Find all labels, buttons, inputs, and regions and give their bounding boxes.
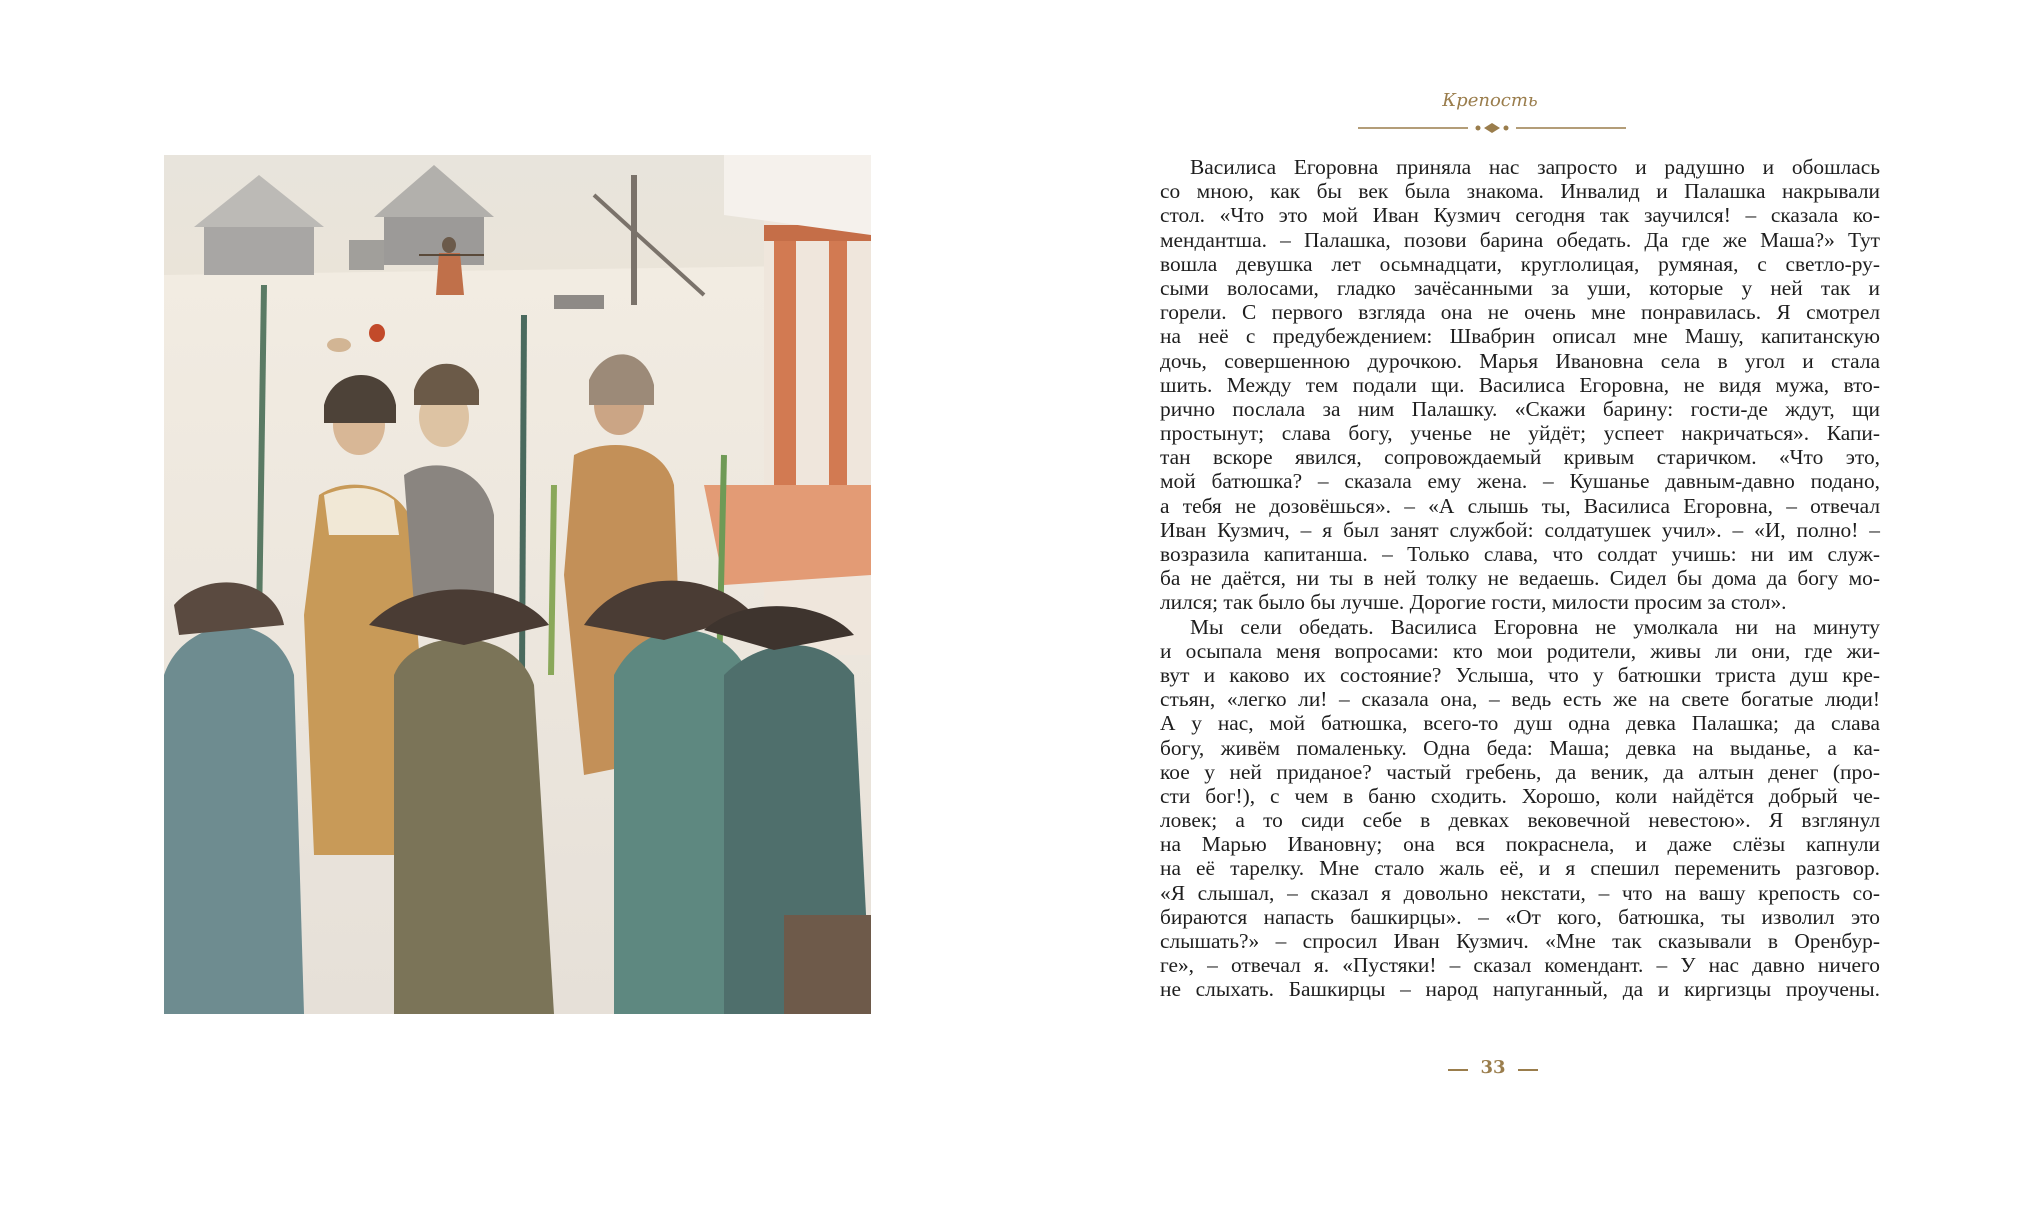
text-line: вошла девушка лет осьмнадцати, круглолицая, румяная, с светло-ру- bbox=[1160, 251, 1880, 276]
text-line: богу, живём помаленьку. Одна беда: Маша; девка на выданье, а ка- bbox=[1160, 735, 1880, 760]
text-line: ба не даётся, ни ты в ней толку не ведаешь. Сидел бы дома да богу мо- bbox=[1160, 566, 1880, 591]
text-line: на неё с предубеждением: Швабрин описал мне Машу, капитанскую bbox=[1160, 324, 1880, 349]
text-line: рично послала за ним Палашку. «Скажи барину: гости-де ждут, щи bbox=[1160, 396, 1880, 421]
text-line: ге», – отвечал я. «Пустяки! – сказал комендант. – У нас давно ничего bbox=[1160, 953, 1880, 978]
text-line: тан вскоре явился, сопровождаемый кривым старичком. «Что это, bbox=[1160, 445, 1880, 470]
text-line: «Я слышал, – сказал я довольно некстати, – что на вашу крепость со- bbox=[1160, 880, 1880, 905]
text-line: Мы сели обедать. Василиса Егоровна не умолкала ни на минуту bbox=[1190, 614, 1880, 639]
text-line: и осыпала меня вопросами: кто мои родители, живы ли они, где жи- bbox=[1160, 638, 1880, 663]
text-line: вут и каково их состояние? Услыша, что у батюшки триста душ кре- bbox=[1160, 662, 1880, 687]
text-line: мой батюшка? – сказала ему жена. – Кушанье давным-давно подано, bbox=[1160, 469, 1880, 494]
header-ornament bbox=[1358, 120, 1626, 136]
text-line: возразила капитанша. – Только слава, что солдат учишь: ни им служ- bbox=[1160, 542, 1880, 566]
text-line: не слыхать. Башкирцы – народ напуганный, да и киргизцы проучены. bbox=[1160, 977, 1880, 1002]
text-line: сти бог!), с чем в баню сходить. Хорошо, коли найдётся добрый че- bbox=[1160, 783, 1880, 808]
page-number bbox=[1448, 1057, 1538, 1083]
text-line: стьян, «легко ли! – сказала она, – ведь есть же на свете богатые люди! bbox=[1160, 687, 1880, 712]
illustration bbox=[164, 155, 871, 1014]
text-line: бираются напасть башкирцы». – «От кого, батюшка, ты изволил это bbox=[1160, 904, 1880, 929]
illustration-image bbox=[164, 155, 871, 1014]
text-line: на Марью Ивановну; она вся покраснела, и даже слёзы капнули bbox=[1160, 832, 1880, 857]
text-line: сыми волосами, гладко зачёсанными за уши, которые у ней так и bbox=[1160, 275, 1880, 300]
text-line: мендантша. – Палашка, позови барина обедать. Да где же Маша?» Тут bbox=[1160, 227, 1880, 252]
text-line: простынут; слава богу, ученье не уйдёт; успеет накричаться». Капи- bbox=[1160, 421, 1880, 446]
text-line: шить. Между тем подали щи. Василиса Егоровна, не видя мужа, вто- bbox=[1160, 372, 1880, 397]
text-line: кое у ней приданое? частый гребень, да веник, да алтын денег (про- bbox=[1160, 759, 1880, 784]
text-line: ловек; а то сиди себе в девках вековечной невестою». Я взглянул bbox=[1160, 808, 1880, 833]
text-line: со мною, как бы век была знакома. Инвалид и Палашка накрывали bbox=[1160, 179, 1880, 204]
text-line: Василиса Егоровна приняла нас запросто и радушно и обошлась bbox=[1190, 155, 1880, 179]
text-line: а тебя не дозовёшься». – «А слышь ты, Василиса Егоровна, – отвечал bbox=[1160, 493, 1880, 518]
text-line: лился; так было бы лучше. Дорогие гости, милости просим за стол». bbox=[1160, 590, 1787, 615]
text-line: стол. «Что это мой Иван Кузмич сегодня так заучился! – сказала ко- bbox=[1160, 203, 1880, 228]
running-head: Крепость bbox=[1442, 90, 1538, 111]
text-line: А у нас, мой батюшка, всего-то душ одна девка Палашка; да слава bbox=[1160, 711, 1880, 736]
text-line: дочь, совершенною дурочкою. Марья Ивановна села в угол и стала bbox=[1160, 348, 1880, 373]
text-line: горели. С первого взгляда она не очень мне понравилась. Я смотрел bbox=[1160, 300, 1880, 325]
text-line: слышать?» – спросил Иван Кузмич. «Мне так сказывали в Оренбур- bbox=[1160, 929, 1880, 953]
text-line: на её тарелку. Мне стало жаль её, и я спешил переменить разговор. bbox=[1160, 856, 1880, 881]
chapter-body-text bbox=[1160, 155, 1880, 1002]
page-number-text: 33 bbox=[1480, 1057, 1506, 1078]
folio-rule-left bbox=[1448, 1069, 1468, 1071]
text-line: Иван Кузмич, – я был занят службой: солдатушек учил». – «И, полно! – bbox=[1160, 517, 1880, 542]
folio-rule-right bbox=[1518, 1069, 1538, 1071]
